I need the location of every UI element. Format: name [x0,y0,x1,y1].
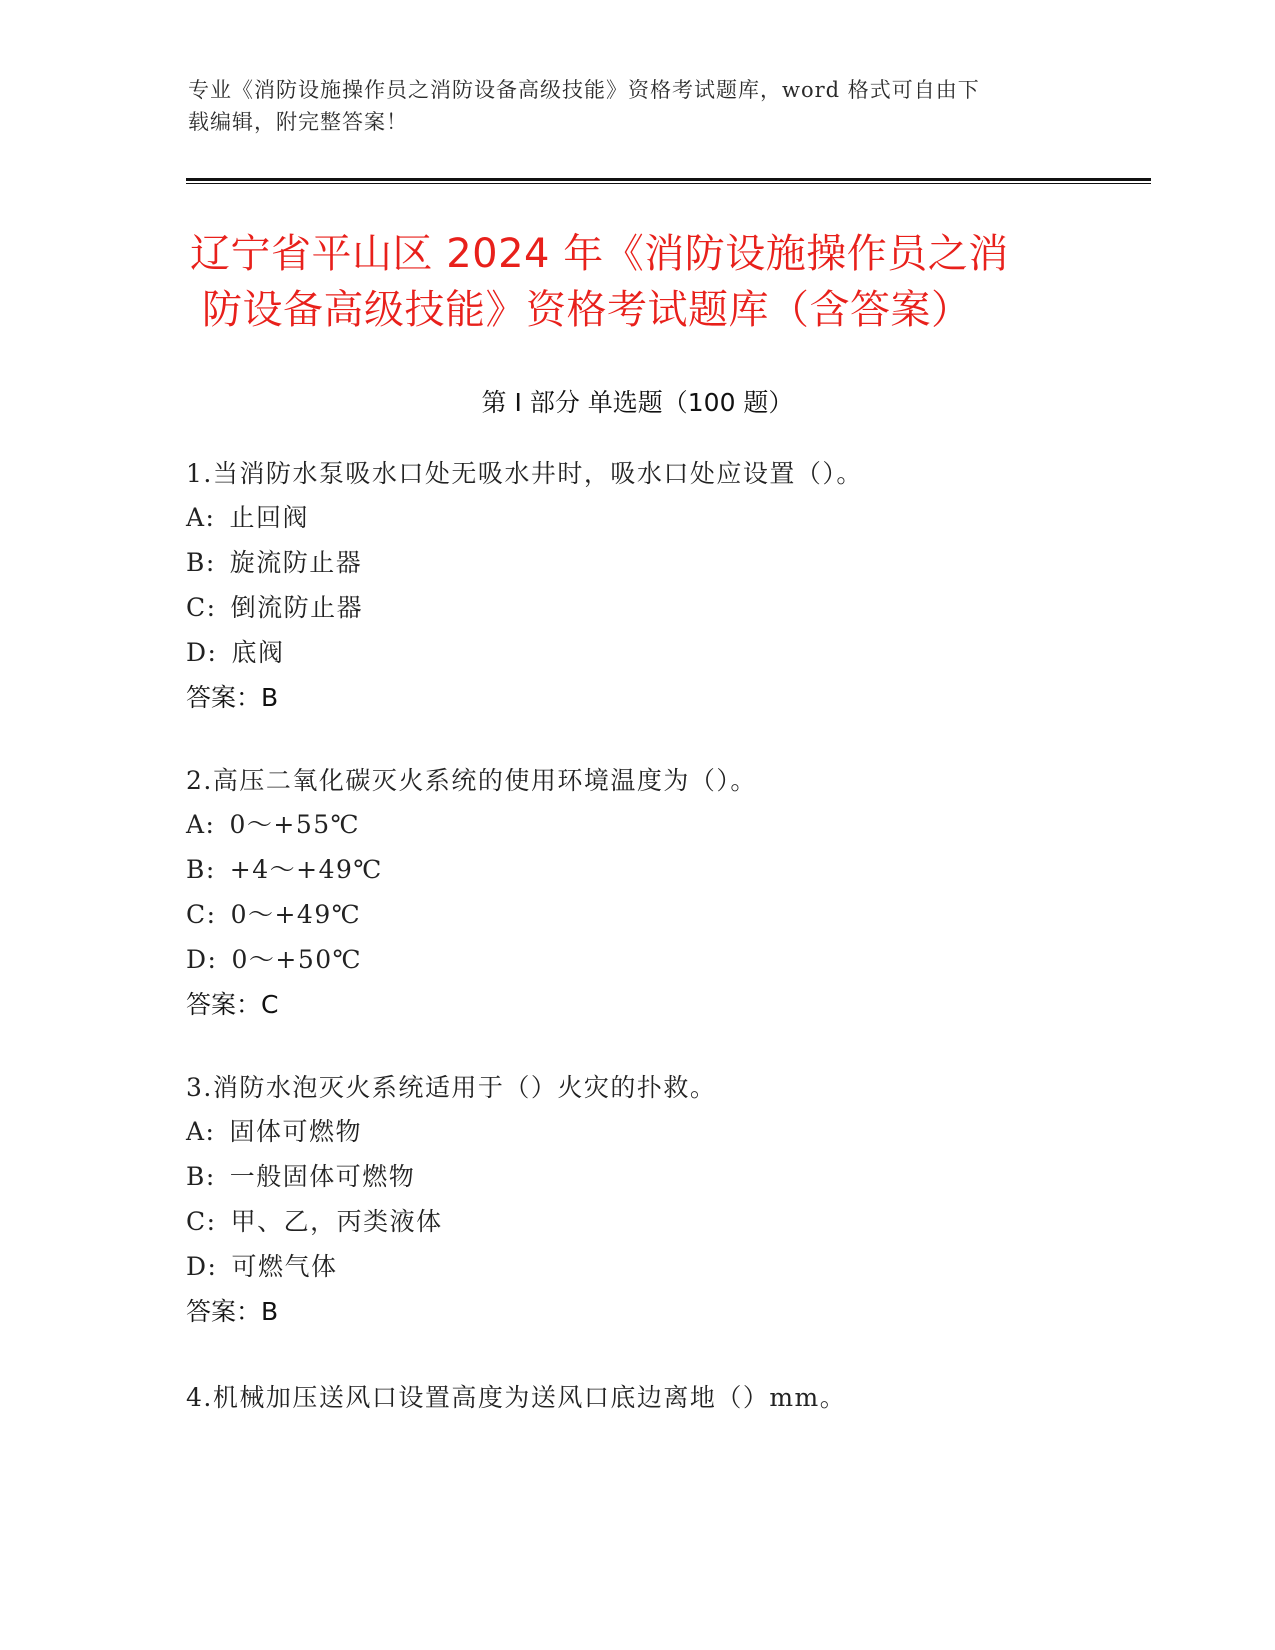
option-b [186,547,1136,592]
option-a [186,502,1136,547]
header-divider-thick [186,178,1151,181]
option-text: 底阀 [231,638,285,667]
question-stem: 3.消防水泡灭火系统适用于（）火灾的扑救。 [186,1073,717,1102]
option-b [186,1161,1136,1206]
option-text: 倒流防止器 [230,593,364,622]
option-a [186,1116,1136,1161]
question-stem: 4.机械加压送风口设置高度为送风口底边离地（）mm。 [186,1383,847,1412]
document-title-line-2: 防设备高级技能》资格考试题库（含答案） [202,287,972,333]
option-letter: D: [186,638,218,667]
question-2 [186,765,1136,1033]
option-c [186,592,1136,637]
option-letter: C: [186,1207,217,1236]
option-d [186,1251,1136,1296]
option-text: 0～+49℃ [230,900,362,929]
option-letter: C: [186,900,217,929]
question-stem: 1.当消防水泵吸水口处无吸水井时，吸水口处应设置（）。 [186,459,863,488]
answer: 答案：C [186,990,279,1019]
option-b [186,854,1136,899]
option-text: 0～+55℃ [229,810,361,839]
option-letter: A: [186,810,216,839]
option-letter: A: [186,1117,216,1146]
option-text: 旋流防止器 [229,548,363,577]
option-letter: C: [186,593,217,622]
question-stem: 2.高压二氧化碳灭火系统的使用环境温度为（）。 [186,766,757,795]
option-text: 止回阀 [229,503,309,532]
question-3 [186,1072,1136,1340]
option-letter: B: [186,1162,216,1191]
option-text: +4～+49℃ [229,855,383,884]
question-1 [186,458,1136,726]
header-note [188,74,1088,138]
option-text: 可燃气体 [231,1252,338,1281]
option-letter: A: [186,503,216,532]
option-d [186,637,1136,682]
option-letter: B: [186,855,216,884]
option-c [186,1206,1136,1251]
option-text: 固体可燃物 [229,1117,362,1146]
header-divider-thin [186,183,1151,184]
question-4 [186,1382,1136,1426]
answer: 答案：B [186,683,279,712]
section-heading: 第 I 部分 单选题（100 题） [481,388,794,417]
option-d [186,944,1136,989]
header-note-line-2: 载编辑，附完整答案！ [188,110,408,134]
header-note-line-1: 专业《消防设施操作员之消防设备高级技能》资格考试题库，word 格式可自由下 [188,78,980,102]
option-text: 0～+50℃ [231,945,363,974]
option-letter: D: [186,1252,218,1281]
option-a [186,809,1136,854]
option-text: 甲、乙，丙类液体 [230,1207,443,1236]
answer: 答案：B [186,1297,279,1326]
option-letter: D: [186,945,218,974]
document-title-line-1: 辽宁省平山区 2024 年《消防设施操作员之消 [190,231,1009,277]
option-text: 一般固体可燃物 [229,1162,416,1191]
document-title [190,226,1090,338]
option-c [186,899,1136,944]
option-letter: B: [186,548,216,577]
